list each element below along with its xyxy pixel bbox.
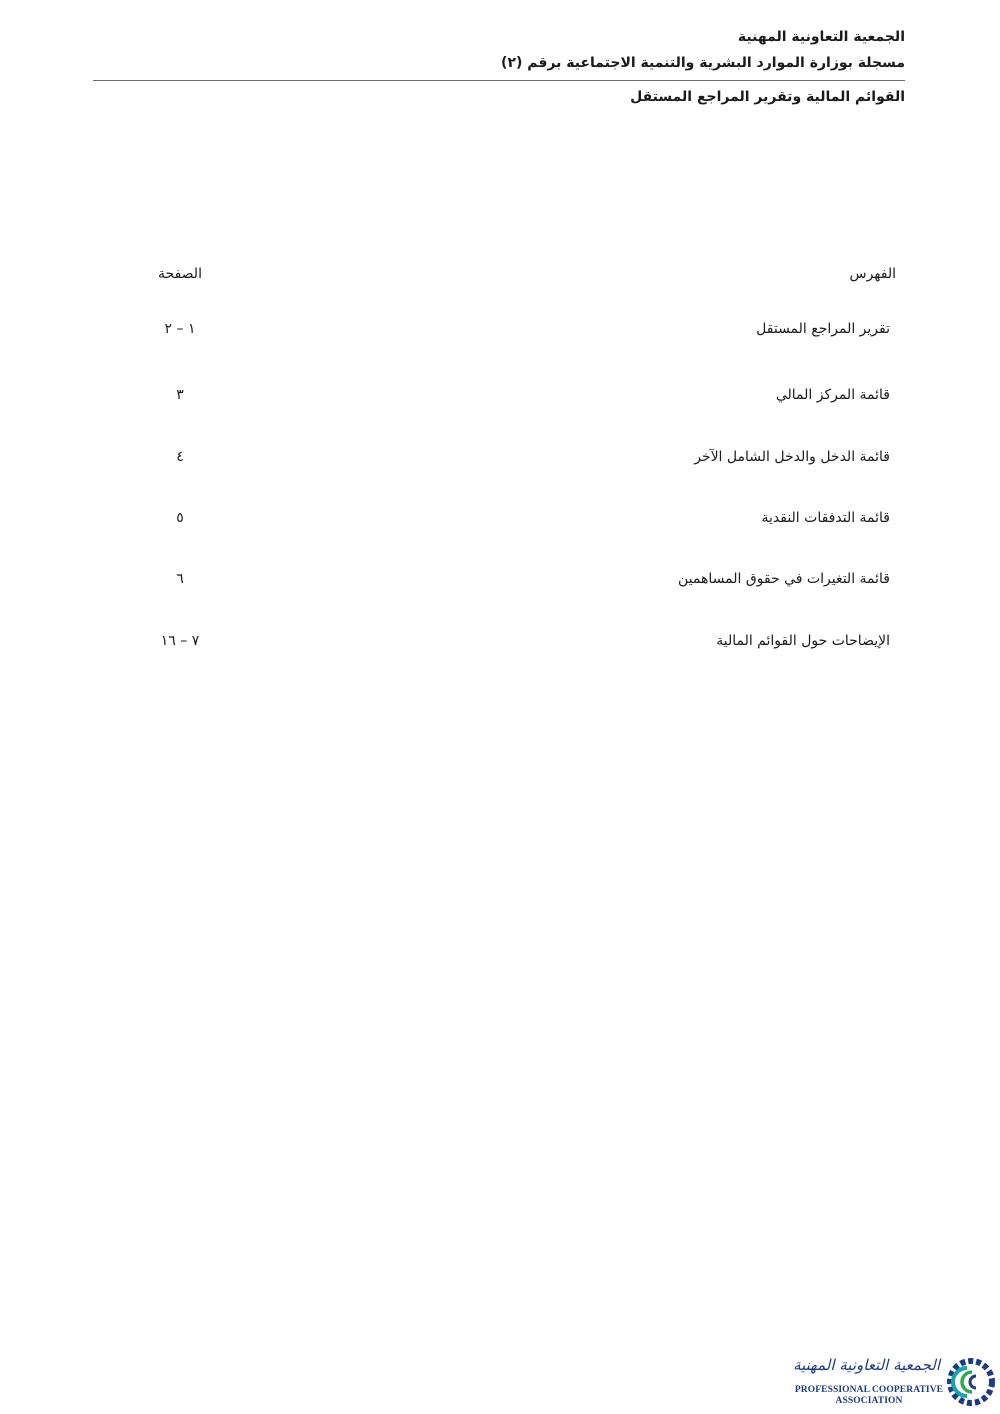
toc-header-row [140,262,900,286]
registration-note: مسجلة بوزارة الموارد البشرية والتنمية الاجتماعية برقم (٢) [501,55,905,71]
logo-english-wordmark [794,1385,944,1407]
toc-entry-page: ٥ [176,510,184,526]
table-of-contents [140,262,900,649]
toc-entry [140,628,900,654]
logo-arabic-wordmark: الجمعية التعاونية المهنية [793,1356,940,1374]
toc-entry-title: الإيضاحات حول القوائم المالية [716,633,890,649]
logo-english-line1: PROFESSIONAL COOPERATIVE [794,1385,944,1395]
toc-entry-page: ٧ – ١٦ [160,633,200,649]
organization-name: الجمعية التعاونية المهنية [737,29,905,45]
toc-entry [140,444,900,470]
toc-entry [140,505,900,531]
toc-heading-title: الفهرس [849,266,896,282]
toc-entry-title: قائمة المركز المالي [775,387,890,403]
toc-entry-page: ١ – ٢ [164,321,196,337]
toc-entry-title: قائمة الدخل والدخل الشامل الآخر [694,449,890,465]
association-logo [793,1354,996,1410]
toc-entry-page: ٣ [176,387,184,403]
toc-entry-title: تقرير المراجع المستقل [756,321,890,337]
document-subtitle: القوائم المالية وتقرير المراجع المستقل [630,89,905,105]
toc-entry [140,382,900,408]
toc-entry-page: ٦ [176,571,184,587]
document-header [95,24,905,76]
toc-entry-page: ٤ [176,449,184,465]
toc-entry [140,316,900,342]
toc-entry [140,566,900,592]
toc-entry-title: قائمة التدفقات النقدية [761,510,890,526]
toc-heading-page: الصفحة [158,266,202,282]
toc-entry-title: قائمة التغيرات في حقوق المساهمين [678,571,890,587]
logo-english-line2: ASSOCIATION [835,1396,903,1406]
gear-icon [944,1354,996,1410]
header-divider [93,80,905,81]
